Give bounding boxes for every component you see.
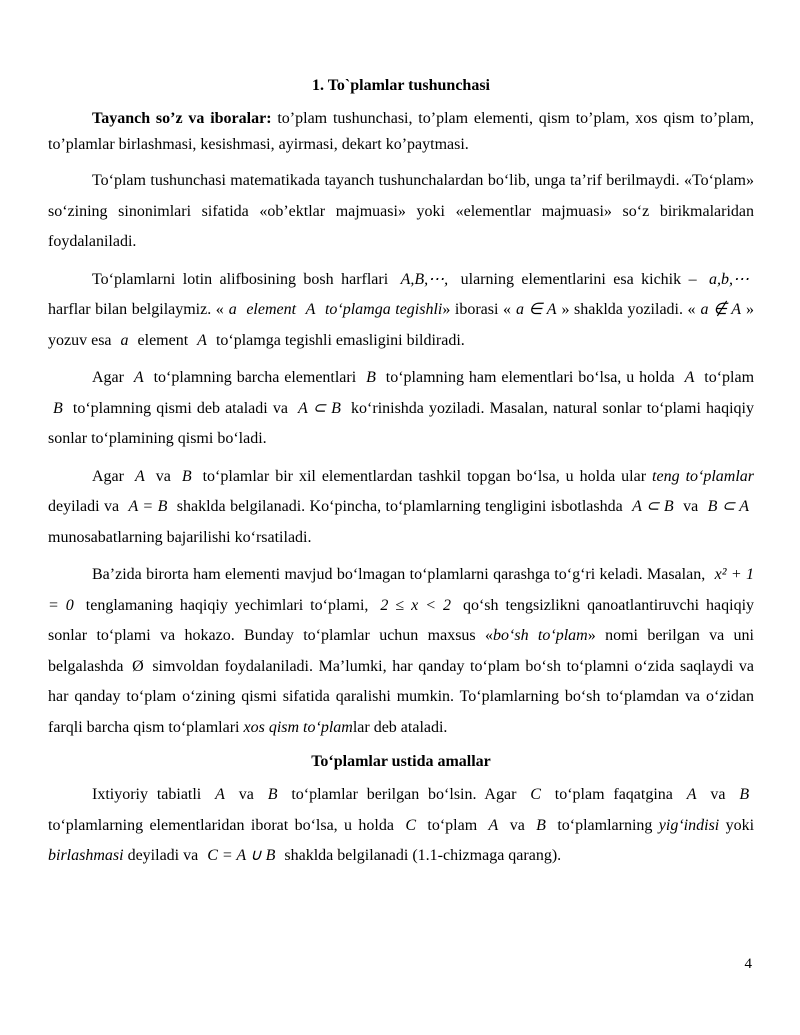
document-page — [48, 74, 754, 879]
text: » iborasi « — [442, 301, 511, 318]
text: to‘plamlar berilgan bo‘lsin. Agar — [291, 786, 517, 803]
text: Agar — [92, 467, 124, 485]
math-expression: B — [267, 786, 278, 803]
math-expression: C — [405, 816, 417, 834]
text: to‘plamning ham elementlari bo‘lsa, u holda — [385, 369, 675, 386]
math-expression: B — [366, 369, 376, 386]
text: deyiladi va — [48, 498, 120, 515]
text: shaklda belgilanadi. Ko‘pincha, to‘plamlarning tengligini isbotlashda — [176, 498, 623, 515]
italic-text: birlashmasi — [48, 847, 124, 864]
math-expression: A = B — [128, 498, 168, 515]
text: Ba’zida birorta ham elementi mavjud bo‘lmagan to‘plamlarni qarashga to‘g‘ri keladi. Masalan, — [92, 566, 706, 583]
text: » nomi berilgan va uni belgalashda — [48, 627, 754, 675]
text: simvoldan foydalaniladi. Ma’lumki, har qanday to‘plam bo‘sh to‘plamni o‘zida saqlaydi va har qanday to‘plam o‘zining qismi sifatida qaralishi mumkin. To‘plamlarning bo‘sh to‘plamdan va o‘zidan farqli barcha qism to‘plamlari — [48, 657, 754, 736]
text: ularning elementlarini esa kichik – — [460, 270, 697, 288]
math-expression: C — [530, 786, 541, 803]
math-expression: B — [181, 467, 192, 485]
italic-text: yig‘indisi — [658, 816, 720, 834]
text: shaklda belgilanadi (1.1-chizmaga qarang). — [284, 847, 562, 864]
text: qo‘sh tengsizlikni qanoatlantiruvchi haqiqiy sonlar to‘plami va hokazo. Bunday to‘plamlar uchun maxsus « — [48, 596, 755, 644]
math-expression: x² + 1 = 0 — [48, 566, 755, 614]
text: element — [137, 331, 189, 349]
text: Agar — [92, 369, 124, 386]
text: lar deb ataladi. — [352, 718, 448, 736]
math-expression: A — [133, 369, 144, 386]
text: to‘plam — [704, 369, 755, 386]
subsection-heading: To‘plamlar ustida amallar — [311, 753, 491, 770]
math-expression: A — [488, 816, 499, 834]
math-expression: B — [536, 816, 546, 834]
math-expression: A ⊂ B — [298, 399, 341, 417]
paragraph-definition: To‘plam tushunchasi matematikada tayanch tushunchalardan bo‘lib, unga ta’rif berilmaydi. «To‘plam» so‘zining sinonimlari sifatida «ob’ektlar majmuasi» yoki «elementlar majmuasi» so‘z birikmalaridan foydalaniladi. — [48, 172, 754, 250]
text: to‘plamning barcha elementlari — [153, 369, 357, 386]
italic-text: to‘plamga tegishli — [324, 301, 443, 318]
math-expression: C = A ∪ B — [207, 847, 276, 864]
math-expression: a,b,⋯ — [709, 270, 750, 288]
text: va — [238, 786, 254, 803]
math-expression: B — [53, 399, 63, 417]
empty-set-symbol: Ø — [132, 657, 144, 675]
paragraph-subset — [48, 363, 754, 455]
math-expression: B — [739, 786, 750, 803]
math-expression: 2 ≤ x < 2 — [380, 596, 451, 614]
math-expression: a — [228, 301, 237, 318]
math-expression: A — [215, 786, 225, 803]
math-expression: a — [120, 331, 129, 349]
text: yoki — [725, 816, 755, 834]
page-number: 4 — [744, 956, 752, 972]
text: va — [509, 816, 525, 834]
text: harflar bilan belgilaymiz. « — [48, 301, 224, 318]
text: tenglamaning haqiqiy yechimlari to‘plami, — [85, 596, 369, 614]
text: to‘plamning qismi deb ataladi va — [72, 399, 288, 417]
keywords-text: to’plam tushunchasi, to’plam elementi, qism to’plam, xos qism to’plam, to’plamlar birlashmasi, kesishmasi, ayirmasi, dekart ko’paytmasi. — [48, 110, 755, 153]
text: va — [683, 498, 699, 515]
paragraph-empty-set — [48, 560, 754, 743]
text: » shaklda yoziladi. « — [561, 301, 696, 318]
math-expression: A — [686, 786, 697, 803]
math-expression: A,B,⋯, — [400, 270, 449, 288]
text: To‘plamlarni lotin alifbosining bosh harflari — [92, 270, 389, 288]
text: Ixtiyoriy tabiatli — [92, 786, 202, 803]
math-expression: A — [134, 467, 145, 485]
italic-text: bo‘sh to‘plam — [493, 627, 588, 644]
italic-text: xos qism to‘plam — [243, 718, 353, 736]
text: to‘plamlar bir xil elementlardan tashkil topgan bo‘lsa, u holda ular — [202, 467, 647, 485]
text: to‘plamlarning — [557, 816, 653, 834]
text: to‘plam faqatgina — [554, 786, 673, 803]
math-expression: A — [684, 369, 695, 386]
text: va — [710, 786, 726, 803]
keywords-label: Tayanch so’z va iboralar: — [92, 110, 272, 127]
section-heading: 1. To`plamlar tushunchasi — [312, 77, 490, 94]
math-expression: a ∉ A — [700, 301, 742, 318]
math-expression: A — [305, 301, 316, 318]
math-expression: B ⊂ A — [707, 498, 750, 515]
math-expression: A ⊂ B — [632, 498, 674, 515]
italic-text: teng to‘plamlar — [652, 467, 755, 485]
text: to‘plamga tegishli emasligini bildiradi. — [215, 331, 465, 349]
paragraph-equal-sets — [48, 462, 754, 554]
paragraph-union — [48, 780, 754, 872]
text: ko‘rinishda yoziladi. Masalan, natural sonlar to‘plami haqiqiy sonlar to‘plamining qismi bo‘ladi. — [48, 399, 755, 447]
text: to‘plamlarning elementlaridan iborat bo‘lsa, u holda — [48, 816, 394, 834]
keywords-paragraph — [48, 106, 754, 158]
math-expression: a ∈ A — [516, 301, 557, 318]
italic-text: element — [246, 301, 297, 318]
text: » yozuv esa — [48, 301, 755, 349]
math-expression: A — [197, 331, 207, 349]
text: va — [155, 467, 171, 485]
paragraph-notation — [48, 265, 754, 357]
text: munosabatlarning bajarilishi ko‘rsatiladi. — [48, 528, 312, 546]
text: deyiladi va — [127, 847, 199, 864]
text: to‘plam — [427, 816, 478, 834]
